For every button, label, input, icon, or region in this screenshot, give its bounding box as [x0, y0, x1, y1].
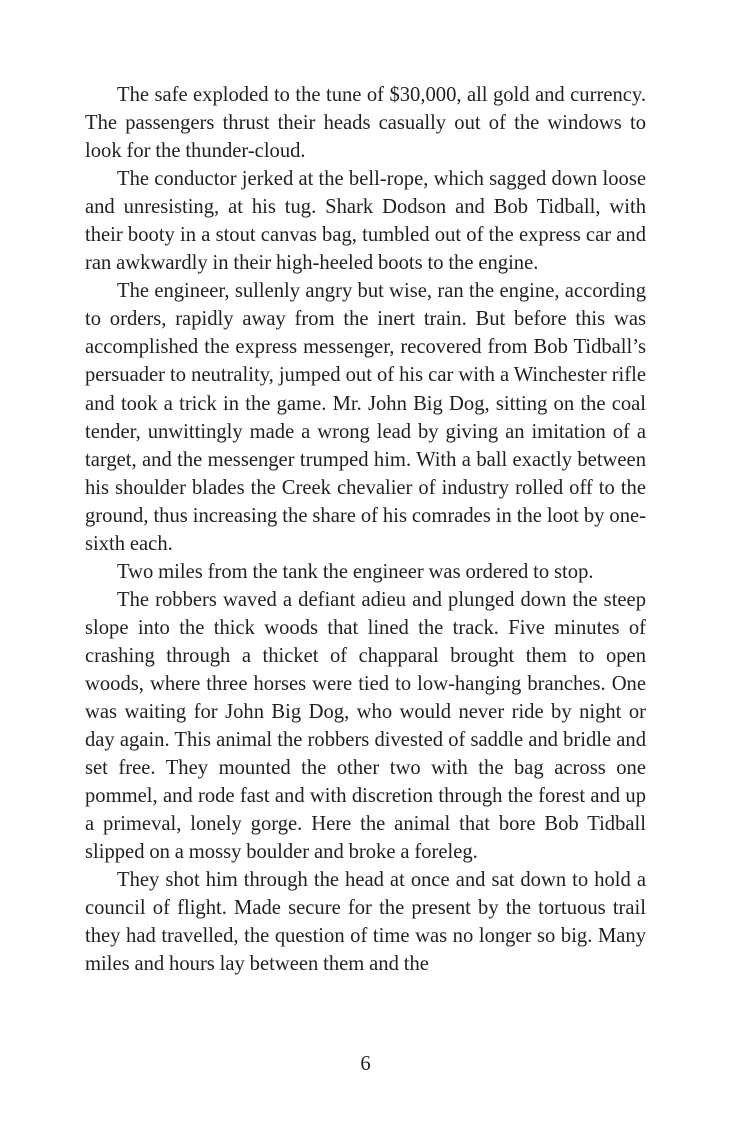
page-body — [85, 81, 646, 979]
paragraph-1: The safe exploded to the tune of $30,000, all gold and currency. The passengers thrust their heads casually out of the windows to look for the thunder-cloud. — [85, 84, 646, 163]
paragraph-2: The conductor jerked at the bell-rope, which sagged down loose and unresisting, at his tug. Shark Dodson and Bob Tidball, with their booty in a stout canvas bag, tumbled out of the express car and ran awkwardly in their high-heeled boots to the engine. — [85, 168, 646, 275]
paragraph-3: The engineer, sullenly angry but wise, ran the engine, according to orders, rapidly away from the inert train. But before this was accomplished the express messenger, recovered from Bob Tidball’s persuader to neutrality, jumped out of his car with a Winchester rifle and took a trick in the game. Mr. John Big Dog, sitting on the coal tender, unwittingly made a wrong lead by giving an imitation of a target, and the messenger trumped him. With a ball exactly between his shoulder blades the Creek chevalier of industry rolled off to the ground, thus increasing the share of his comrades in the loot by one-sixth each. — [85, 280, 646, 555]
paragraph-5: The robbers waved a defiant adieu and plunged down the steep slope into the thick woods that lined the track. Five minutes of crashing through a thicket of chapparal brought them to open woods, where three horses were tied to low-hanging branches. One was waiting for John Big Dog, who would never ride by night or day again. This animal the robbers divested of saddle and bridle and set free. They mounted the other two with the bag across one pommel, and rode fast and with discretion through the forest and up a primeval, lonely gorge. Here the animal that bore Bob Tidball slipped on a mossy boulder and broke a foreleg. — [85, 588, 646, 864]
paragraph-4: Two miles from the tank the engineer was ordered to stop. — [117, 560, 594, 583]
paragraph-6: They shot him through the head at once and sat down to hold a council of flight. Made secure for the present by the tortuous trail they had travelled, the question of time was no longer so big. Many miles and hours lay between them and the — [85, 869, 646, 976]
page-number: 6 — [360, 1053, 371, 1075]
